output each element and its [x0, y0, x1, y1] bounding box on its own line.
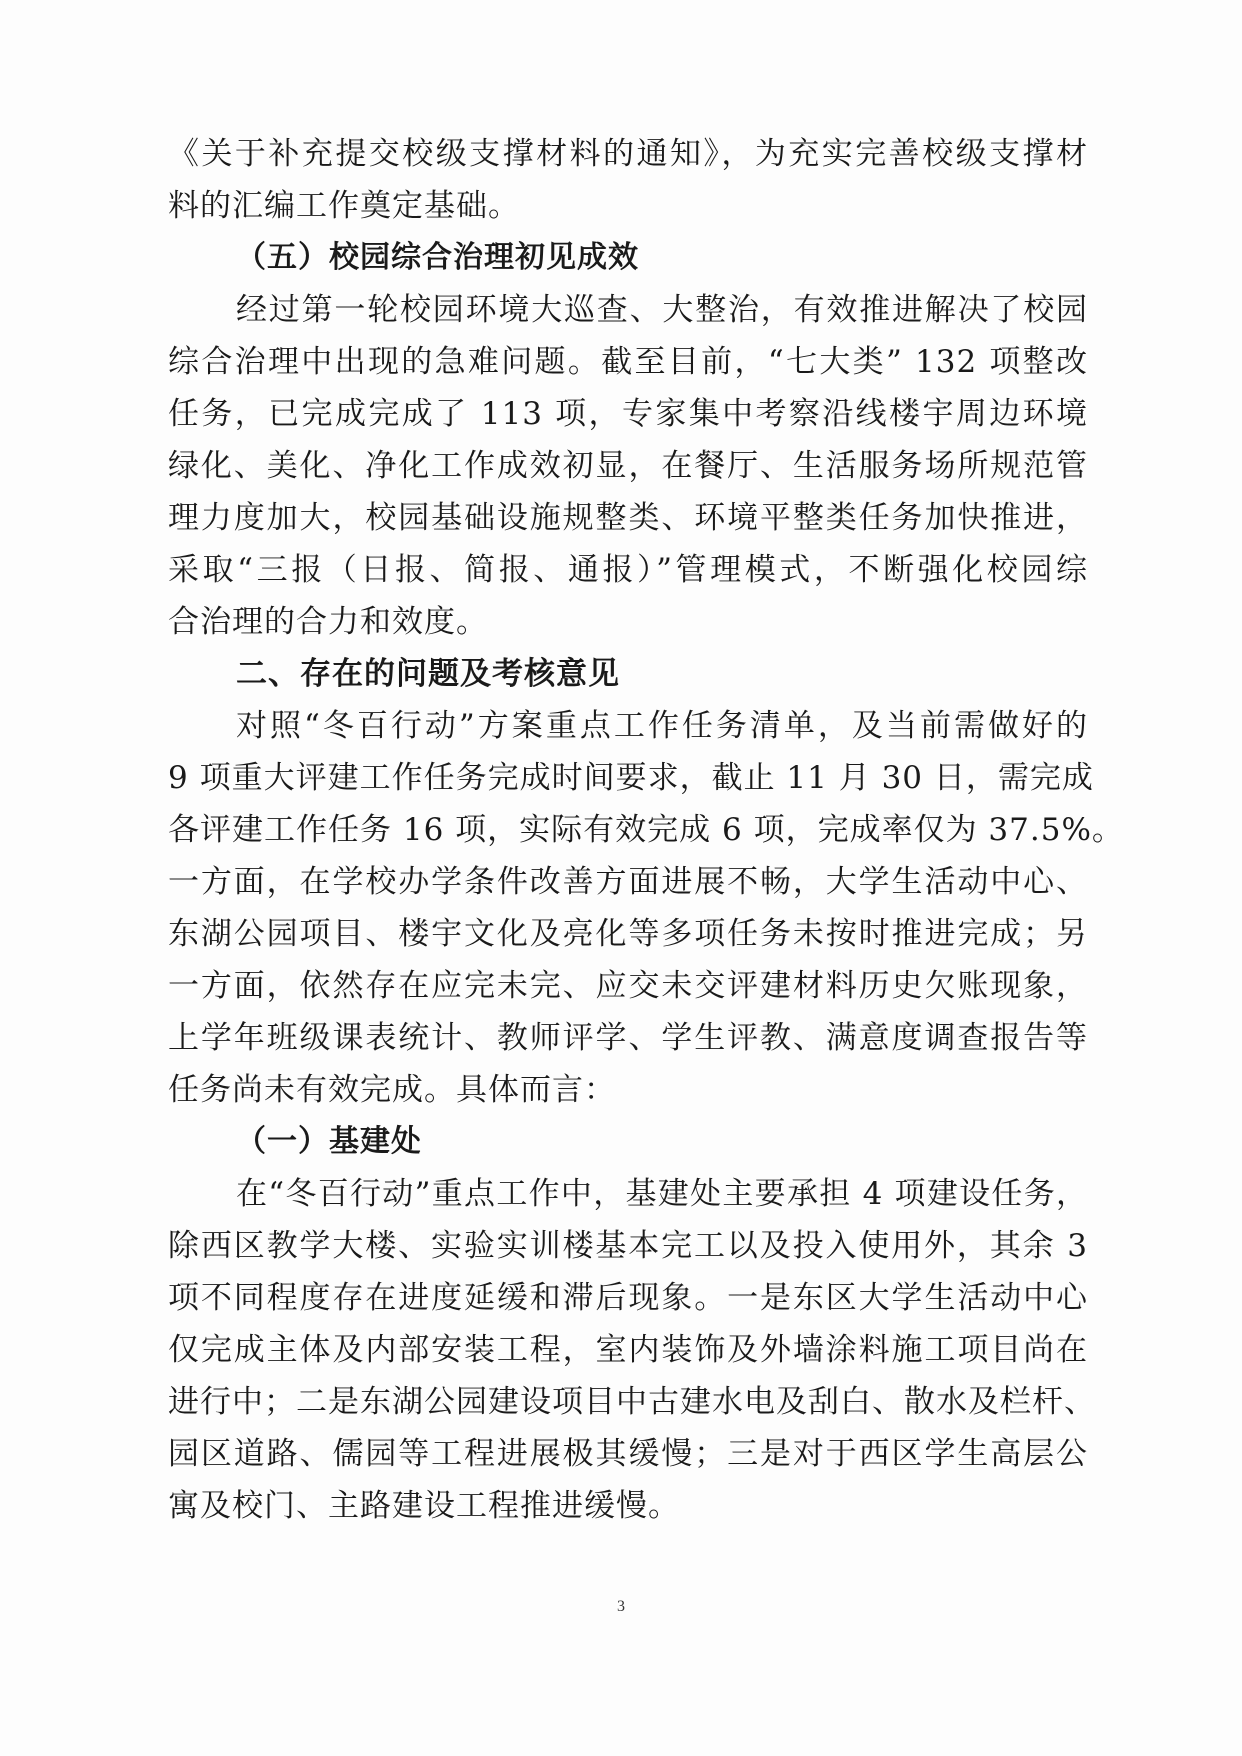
section-heading-problems: 二、存在的问题及考核意见 — [236, 656, 620, 692]
paragraph-line: 寓及校门、主路建设工程推进缓慢。 — [168, 1488, 680, 1524]
paragraph-line: 绿化、美化、净化工作成效初显，在餐厅、生活服务场所规范管 — [168, 448, 1088, 484]
paragraph-line: 东湖公园项目、楼宇文化及亮化等多项任务未按时推进完成；另 — [168, 916, 1088, 952]
paragraph-line: 经过第一轮校园环境大巡查、大整治，有效推进解决了校园 — [236, 292, 1088, 328]
paragraph-line: 进行中；二是东湖公园建设项目中古建水电及刮白、散水及栏杆、 — [168, 1384, 1096, 1420]
paragraph-line: 任务，已完成完成了 113 项，专家集中考察沿线楼宇周边环境 — [168, 396, 1088, 432]
paragraph-line: 料的汇编工作奠定基础。 — [168, 188, 520, 224]
paragraph-line: 《关于补充提交校级支撑材料的通知》，为充实完善校级支撑材 — [168, 136, 1088, 172]
paragraph-line: 任务尚未有效完成。具体而言： — [168, 1072, 616, 1108]
page-number: 3 — [617, 1598, 625, 1615]
paragraph-line: 采取“三报（日报、简报、通报）”管理模式，不断强化校园综 — [168, 552, 1088, 588]
paragraph-line: 9 项重大评建工作任务完成时间要求，截止 11 月 30 日，需完成 — [168, 760, 1094, 796]
paragraph-line: 综合治理中出现的急难问题。截至目前，“七大类” 132 项整改 — [168, 344, 1088, 380]
paragraph-line: 仅完成主体及内部安装工程，室内装饰及外墙涂料施工项目尚在 — [168, 1332, 1088, 1368]
paragraph-line: 对照“冬百行动”方案重点工作任务清单，及当前需做好的 — [236, 708, 1088, 744]
paragraph-line: 各评建工作任务 16 项，实际有效完成 6 项，完成率仅为 37.5%。 — [168, 812, 1124, 848]
section-heading-campus-governance: （五）校园综合治理初见成效 — [236, 240, 639, 275]
paragraph-line: 一方面，在学校办学条件改善方面进展不畅，大学生活动中心、 — [168, 864, 1088, 900]
paragraph-line: 在“冬百行动”重点工作中，基建处主要承担 4 项建设任务， — [236, 1176, 1088, 1212]
document-body — [168, 128, 1124, 1532]
paragraph-line: 项不同程度存在进度延缓和滞后现象。一是东区大学生活动中心 — [168, 1280, 1088, 1316]
paragraph-line: 一方面，依然存在应完未完、应交未交评建材料历史欠账现象， — [168, 968, 1088, 1004]
paragraph-line: 园区道路、儒园等工程进展极其缓慢；三是对于西区学生高层公 — [168, 1436, 1088, 1472]
paragraph-line: 合治理的合力和效度。 — [168, 604, 488, 640]
paragraph-line: 理力度加大，校园基础设施规整类、环境平整类任务加快推进， — [168, 500, 1088, 536]
paragraph-line: 除西区教学大楼、实验实训楼基本完工以及投入使用外，其余 3 — [168, 1228, 1088, 1264]
paragraph-line: 上学年班级课表统计、教师评学、学生评教、满意度调查报告等 — [168, 1020, 1088, 1056]
section-heading-construction-office: （一）基建处 — [236, 1124, 422, 1159]
